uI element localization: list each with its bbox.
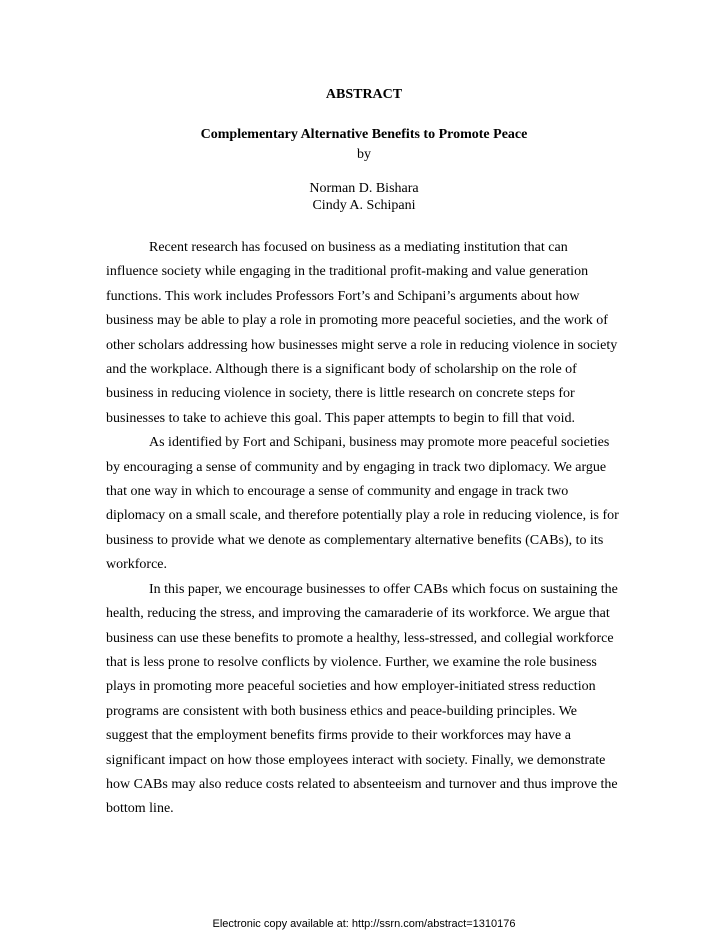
paper-title: Complementary Alternative Benefits to Promote Peace <box>200 127 528 142</box>
abstract-heading: ABSTRACT <box>325 87 403 102</box>
byline-by: by <box>357 147 371 162</box>
author-name: Norman D. Bishara <box>309 181 419 196</box>
author-name: Cindy A. Schipani <box>312 198 416 213</box>
abstract-paragraph: In this paper, we encourage businesses to offer CABs which focus on sustaining the health, reducing the stress, and improving the camaraderie of its workforce. We argue that business can use these benefits to promote a healthy, less-stressed, and collegial workforce that is less prone to resolve conflicts by violence. Further, we examine the role business plays in promoting more peaceful societies and how employer-initiated stress reduction programs are consistent with both business ethics and peace-building principles. We suggest that the employment benefits firms provide to their workforces may have a significant impact on how those employees interact with society. Finally, we demonstrate how CABs may also reduce costs related to absenteeism and turnover and thus improve the bottom line. <box>106 581 618 817</box>
abstract-body <box>106 236 622 822</box>
abstract-paragraph: As identified by Fort and Schipani, business may promote more peaceful societies by encouraging a sense of community and by engaging in track two diplomacy. We argue that one way in which to encourage a sense of community and engage in track two diplomacy on a small scale, and therefore potentially play a role in reducing violence, is for business to provide what we denote as complementary alternative benefits (CABs), to its workforce. <box>106 435 619 573</box>
abstract-paragraph: Recent research has focused on business as a mediating institution that can influence society while engaging in the traditional profit-making and value generation functions. This work includes Professors Fort’s and Schipani’s arguments about how business may be able to play a role in promoting more peaceful societies, and the work of other scholars addressing how businesses might serve a role in reducing violence in society and the workplace. Although there is a significant body of scholarship on the role of business in reducing violence in society, there is little research on concrete steps for businesses to take to achieve this goal. This paper attempts to begin to fill that void. <box>106 240 618 426</box>
ssrn-footer-note: Electronic copy available at: http://ssrn.com/abstract=1310176 <box>212 918 516 930</box>
